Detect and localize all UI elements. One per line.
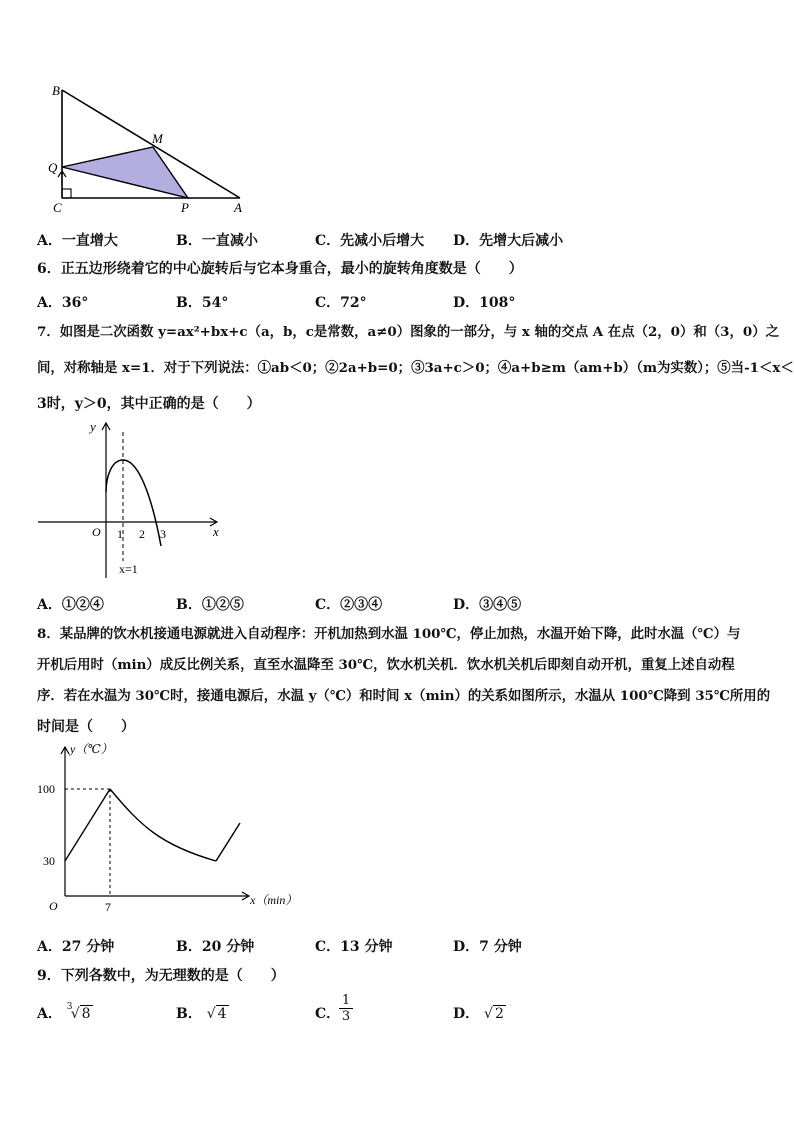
q7-stem-line1: 7．如图是二次函数 y=ax²+bx+c（a，b，c是常数，a≠0）图象的一部分，与 x 轴的交点 A 在点（2，0）和（3，0）之 [37,324,779,340]
origin-label: O [49,899,58,913]
q5-option-b[interactable]: B．一直减小 [176,233,258,249]
label-q: Q [48,160,58,175]
radicand: 4 [217,1006,227,1022]
fraction-one-third [339,993,353,1024]
radicand: 2 [494,1006,504,1022]
right-angle-mark [62,189,71,198]
q8-option-c[interactable]: C．13 分钟 [315,939,393,955]
q7-option-b[interactable]: B．①②⑤ [176,597,244,613]
tick-100: 100 [37,782,55,796]
q9-option-c[interactable] [315,1003,340,1023]
heating-segment [65,789,110,861]
q9-option-a-letter: A． [37,1006,62,1022]
q9-option-b-letter: B． [176,1006,202,1022]
cube-root-8 [66,1002,93,1022]
q6-option-c[interactable]: C．72° [315,295,367,311]
reheating-segment [216,823,240,861]
x-axis-label: x（min） [250,893,298,907]
tick-30: 30 [43,854,55,868]
tick-1: 1 [117,527,123,541]
sqrt-4 [207,1005,229,1022]
radicand: 8 [81,1006,91,1022]
tick-3: 3 [160,527,166,541]
symmetry-axis-label: x=1 [119,562,138,576]
q5-option-c[interactable]: C．先减小后增大 [315,233,425,249]
label-m: M [152,131,163,146]
label-a: A [234,200,242,215]
sqrt-2 [484,1005,506,1022]
tick-2: 2 [139,527,145,541]
q9-stem: 9．下列各数中，为无理数的是（ ） [37,968,285,984]
radical-sign: √ [484,1006,493,1022]
q5-option-d[interactable]: D．先增大后减小 [453,233,564,249]
q8-stem-line4: 时间是（ ） [37,719,135,735]
radical-sign: √ [206,1006,216,1022]
y-axis-label: y [90,419,96,434]
q6-stem: 6．正五边形绕着它的中心旋转后与它本身重合，最小的旋转角度数是（ ） [37,261,523,277]
cooling-curve [110,789,216,861]
q8-stem-line1: 8．某品牌的饮水机接通电源就进入自动程序：开机加热到水温 100℃，停止加热，水温开始下降，此时水温（℃）与 [37,626,741,642]
q7-option-d[interactable]: D．③④⑤ [453,597,522,613]
root-index: 3 [66,1002,73,1012]
q9-option-d[interactable] [453,1003,506,1023]
q9-option-b[interactable] [176,1003,229,1023]
q7-stem-line3: 3时，y＞0，其中正确的是（ ） [37,396,261,412]
figure-triangle-qpm [40,80,260,220]
q8-option-d[interactable]: D．7 分钟 [453,939,522,955]
y-axis-label: y（℃） [70,742,113,756]
numerator: 1 [339,993,353,1009]
figure-water-temperature [30,740,305,920]
parabola-curve [106,460,161,546]
label-c: C [53,200,62,215]
label-p: P [181,200,189,215]
q7-option-c[interactable]: C．②③④ [315,597,383,613]
q6-option-b[interactable]: B．54° [176,295,229,311]
x-axis-label: x [213,524,219,539]
q9-option-d-letter: D． [453,1006,480,1022]
tick-7: 7 [105,900,111,914]
label-b: B [52,83,60,98]
q9-option-c-letter: C． [315,1006,341,1022]
origin-label: O [92,525,101,539]
q8-stem-line2: 开机后用时（min）成反比例关系，直至水温降至 30℃，饮水机关机．饮水机关机后即刻自动开机，重复上述自动程 [37,657,735,673]
q5-option-a[interactable]: A．一直增大 [37,233,118,249]
q7-stem-line2: 间，对称轴是 x=1．对于下列说法：①ab＜0；②2a+b=0；③3a+c＞0；④a+b≥m（am+b）（m为实数）；⑤当-1＜x＜ [37,360,794,376]
figure-parabola [36,418,226,583]
q9-option-a[interactable] [37,1003,93,1023]
q8-stem-line3: 序．若在水温为 30℃时，接通电源后，水温 y（℃）和时间 x（min）的关系如图所示，水温从 100℃降到 35℃所用的 [37,688,771,704]
q6-option-a[interactable]: A．36° [37,295,89,311]
denominator: 3 [341,1009,351,1024]
radical-sign: √ [70,1006,80,1022]
q8-option-a[interactable]: A．27 分钟 [37,939,115,955]
q8-option-b[interactable]: B．20 分钟 [176,939,255,955]
q7-option-a[interactable]: A．①②④ [37,597,104,613]
q6-option-d[interactable]: D．108° [453,295,516,311]
